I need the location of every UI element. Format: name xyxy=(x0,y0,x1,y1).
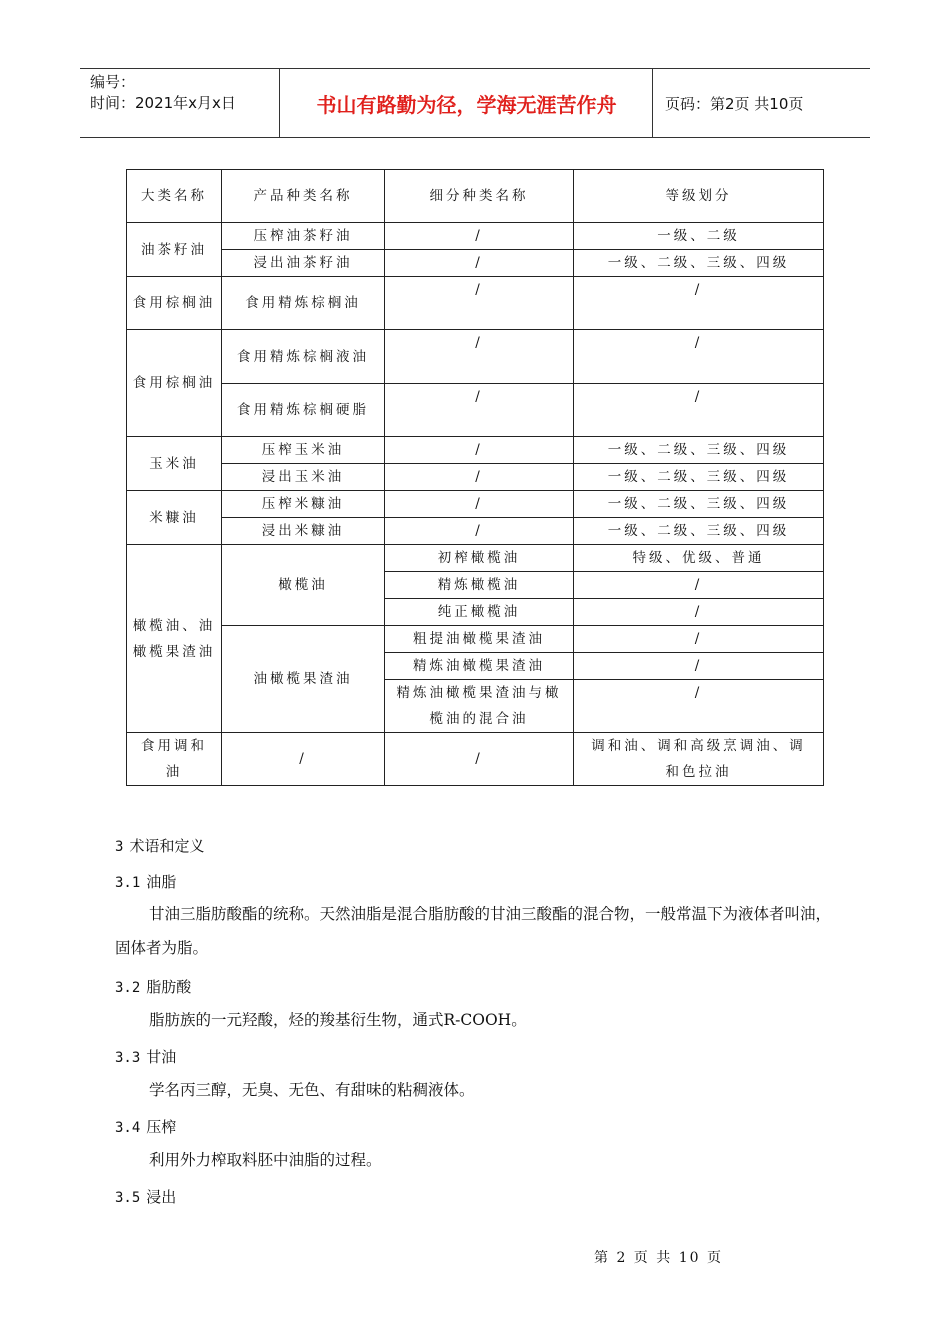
header-motto: 书山有路勤为径，学海无涯苦作舟 xyxy=(281,69,653,137)
definition-text: 学名丙三醇，无臭、无色、有甜味的粘稠液体。 xyxy=(149,1081,475,1099)
subtype-cell: / xyxy=(385,733,574,786)
table-row xyxy=(127,437,824,464)
grade-cell: / xyxy=(574,384,824,437)
category-cell: 食用调和油 xyxy=(127,733,222,786)
header-cell: 大类名称 xyxy=(127,170,222,223)
subtype-cell: 精炼油橄榄果渣油 xyxy=(385,653,574,680)
grade-cell: / xyxy=(574,653,824,680)
subtype-cell: 精炼油橄榄果渣油与橄榄油的混合油 xyxy=(385,680,574,733)
product-cell: 压榨米糠油 xyxy=(222,491,385,518)
grade-cell: 特级、优级、普通 xyxy=(574,545,824,572)
number-label: 编号： xyxy=(90,73,136,91)
category-cell: 玉米油 xyxy=(127,437,222,491)
page-header xyxy=(80,68,870,138)
grade-cell: 一级、二级、三级、四级 xyxy=(574,491,824,518)
table-row xyxy=(127,384,824,437)
subtype-cell: / xyxy=(385,437,574,464)
subtype-cell: / xyxy=(385,277,574,330)
product-cell: 食用精炼棕榈硬脂 xyxy=(222,384,385,437)
subtype-cell: / xyxy=(385,223,574,250)
subsection-heading: 3.3 甘油 xyxy=(115,1048,177,1066)
grade-cell: 调和油、调和高级烹调油、调和色拉油 xyxy=(574,733,824,786)
product-cell: 食用精炼棕榈液油 xyxy=(222,330,385,384)
table-row xyxy=(127,464,824,491)
category-cell: 食用棕榈油 xyxy=(127,330,222,437)
subtype-cell: / xyxy=(385,250,574,277)
category-cell: 食用棕榈油 xyxy=(127,277,222,330)
section-title: 术语和定义 xyxy=(129,837,205,855)
table-row xyxy=(127,223,824,250)
subtype-cell: / xyxy=(385,384,574,437)
subsection-heading: 3.2 脂肪酸 xyxy=(115,978,192,996)
category-cell: 米糠油 xyxy=(127,491,222,545)
table-row xyxy=(127,277,824,330)
product-cell: 橄榄油 xyxy=(222,545,385,626)
grade-cell: / xyxy=(574,330,824,384)
table-header-row xyxy=(127,170,824,223)
subtype-cell: 精炼橄榄油 xyxy=(385,572,574,599)
subtype-cell: / xyxy=(385,464,574,491)
section-number: 3 xyxy=(115,839,124,855)
product-cell: 浸出油茶籽油 xyxy=(222,250,385,277)
grade-cell: 一级、二级 xyxy=(574,223,824,250)
subtype-cell: / xyxy=(385,518,574,545)
subtype-cell: 纯正橄榄油 xyxy=(385,599,574,626)
grade-cell: 一级、二级、三级、四级 xyxy=(574,437,824,464)
table-row xyxy=(127,733,824,786)
grade-cell: / xyxy=(574,599,824,626)
table-row xyxy=(127,491,824,518)
time-label: 时间：2021年x月x日 xyxy=(90,94,236,112)
page-footer: 第 2 页 共 10 页 xyxy=(594,1250,723,1266)
subtype-cell: / xyxy=(385,330,574,384)
header-cell: 产品种类名称 xyxy=(222,170,385,223)
subsection-heading: 3.4 压榨 xyxy=(115,1118,177,1136)
product-cell: 浸出玉米油 xyxy=(222,464,385,491)
subtype-cell: / xyxy=(385,491,574,518)
product-cell: 食用精炼棕榈油 xyxy=(222,277,385,330)
product-cell: 压榨油茶籽油 xyxy=(222,223,385,250)
section-3-heading xyxy=(115,835,204,856)
table-row xyxy=(127,626,824,653)
table-row xyxy=(127,545,824,572)
grade-cell: 一级、二级、三级、四级 xyxy=(574,518,824,545)
subsection-heading: 3.1 油脂 xyxy=(115,873,177,891)
product-cell: 浸出米糠油 xyxy=(222,518,385,545)
product-cell: / xyxy=(222,733,385,786)
product-cell: 压榨玉米油 xyxy=(222,437,385,464)
category-cell: 油茶籽油 xyxy=(127,223,222,277)
header-cell: 等级划分 xyxy=(574,170,824,223)
grade-cell: / xyxy=(574,277,824,330)
category-cell: 橄榄油、油橄榄果渣油 xyxy=(127,545,222,733)
grade-cell: / xyxy=(574,572,824,599)
grade-cell: / xyxy=(574,626,824,653)
subtype-cell: 初榨橄榄油 xyxy=(385,545,574,572)
table-row xyxy=(127,250,824,277)
table-row xyxy=(127,330,824,384)
definition-text: 甘油三脂肪酸酯的统称。天然油脂是混合脂肪酸的甘油三酸酯的混合物，一般常温下为液体者叫油，固体者为脂。 xyxy=(115,905,832,957)
oil-classification-table xyxy=(126,169,824,786)
subsection-heading: 3.5 浸出 xyxy=(115,1188,177,1206)
header-page-info: 页码：第2页 共10页 xyxy=(665,94,804,113)
header-meta xyxy=(80,69,280,137)
definition-text: 脂肪族的一元羟酸，烃的羧基衍生物，通式R-COOH。 xyxy=(149,1011,527,1029)
definition-text: 利用外力榨取料胚中油脂的过程。 xyxy=(149,1151,382,1169)
grade-cell: / xyxy=(574,680,824,733)
table-row xyxy=(127,518,824,545)
header-cell: 细分种类名称 xyxy=(385,170,574,223)
subtype-cell: 粗提油橄榄果渣油 xyxy=(385,626,574,653)
grade-cell: 一级、二级、三级、四级 xyxy=(574,464,824,491)
product-cell: 油橄榄果渣油 xyxy=(222,626,385,733)
grade-cell: 一级、二级、三级、四级 xyxy=(574,250,824,277)
